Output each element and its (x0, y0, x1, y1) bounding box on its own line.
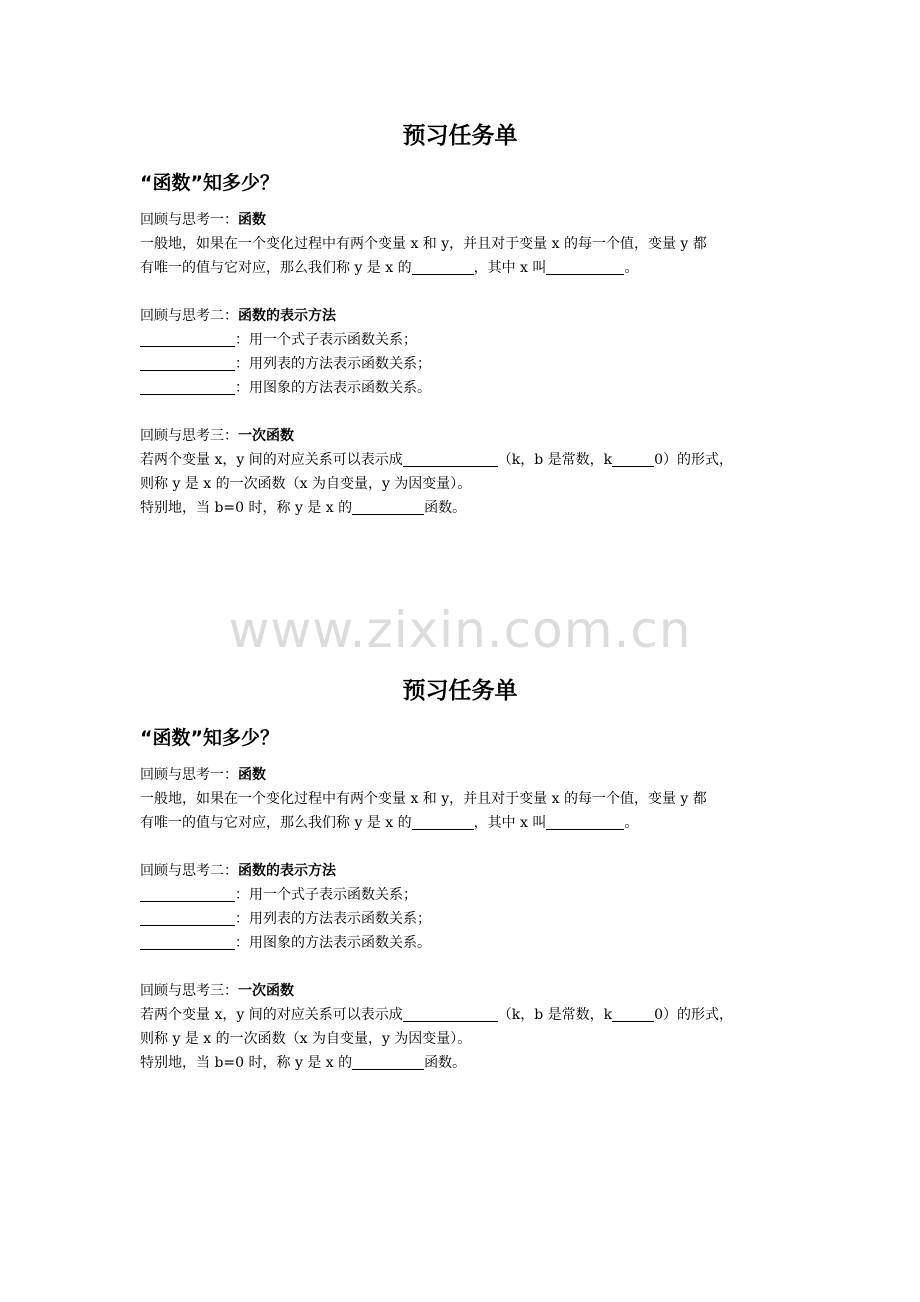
page-title: 预习任务单 (402, 123, 518, 149)
fill-blank[interactable] (403, 1004, 498, 1022)
fill-blank[interactable] (412, 812, 474, 830)
text-segment: ：用列表的方法表示函数关系； (235, 911, 431, 927)
fill-blank[interactable] (546, 257, 624, 275)
section2-item (140, 352, 790, 376)
fill-blank[interactable] (140, 884, 235, 902)
section3-line3 (140, 496, 790, 520)
text-segment: ，其中 x 叫 (473, 260, 547, 276)
text-segment: 有唯一的值与它对应，那么我们称 y 是 x 的 (140, 260, 412, 276)
section1-prefix: 回顾与思考一： (140, 767, 238, 783)
section3-header (140, 424, 790, 448)
section3-prefix: 回顾与思考三： (140, 983, 238, 999)
fill-blank[interactable] (352, 1052, 424, 1070)
text-segment: 特别地，当 b=0 时，称 y 是 x 的 (140, 500, 353, 516)
section3-header (140, 979, 790, 1003)
text-segment: 有唯一的值与它对应，那么我们称 y 是 x 的 (140, 815, 412, 831)
worksheet-1 (0, 118, 920, 516)
page-title: 预习任务单 (402, 678, 518, 704)
fill-blank[interactable] (352, 497, 424, 515)
fill-blank[interactable] (412, 257, 474, 275)
text-segment: ，其中 x 叫 (473, 815, 547, 831)
section2-item (140, 883, 790, 907)
subtitle: “函数”知多少？ (140, 172, 279, 194)
section3-prefix: 回顾与思考三： (140, 428, 238, 444)
section3-heading: 一次函数 (238, 428, 294, 444)
section3-line3 (140, 1051, 790, 1075)
text-segment: 函数。 (424, 1055, 467, 1071)
spacer (140, 835, 790, 859)
watermark: www.zixin.com.cn (228, 601, 692, 659)
section2-prefix: 回顾与思考二： (140, 308, 238, 324)
section1-line1: 一般地，如果在一个变化过程中有两个变量 x 和 y，并且对于变量 x 的每一个值，变量 y 都 (140, 236, 707, 252)
text-segment: 0）的形式， (654, 452, 734, 468)
section2-item (140, 907, 790, 931)
section1-header (140, 763, 790, 787)
section3-line2: 则称 y 是 x 的一次函数（x 为自变量，y 为因变量）。 (140, 476, 472, 492)
section1-line1: 一般地，如果在一个变化过程中有两个变量 x 和 y，并且对于变量 x 的每一个值，变量 y 都 (140, 791, 707, 807)
text-segment: 。 (624, 260, 639, 276)
fill-blank[interactable] (140, 377, 235, 395)
fill-blank[interactable] (403, 449, 498, 467)
section3-line2: 则称 y 是 x 的一次函数（x 为自变量，y 为因变量）。 (140, 1031, 472, 1047)
section1-header (140, 208, 790, 232)
section3-heading: 一次函数 (238, 983, 294, 999)
section2-header (140, 859, 790, 883)
section2-item (140, 931, 790, 955)
text-segment: （k，b 是常数，k (497, 1007, 613, 1023)
subtitle: “函数”知多少？ (140, 727, 279, 749)
section3-line1 (140, 1003, 790, 1027)
text-segment: 若两个变量 x，y 间的对应关系可以表示成 (140, 452, 403, 468)
fill-blank[interactable] (140, 908, 235, 926)
section2-prefix: 回顾与思考二： (140, 863, 238, 879)
text-segment: ：用一个式子表示函数关系； (235, 887, 417, 903)
worksheet-body (140, 763, 790, 1075)
text-segment: 若两个变量 x，y 间的对应关系可以表示成 (140, 1007, 403, 1023)
section2-heading: 函数的表示方法 (238, 308, 336, 324)
text-segment: 。 (624, 815, 639, 831)
fill-blank[interactable] (612, 1004, 654, 1022)
worksheet-body (140, 208, 790, 520)
fill-blank[interactable] (612, 449, 654, 467)
spacer (140, 280, 790, 304)
worksheet-2 (0, 673, 920, 1071)
text-segment: （k，b 是常数，k (497, 452, 613, 468)
spacer (140, 955, 790, 979)
section2-item (140, 376, 790, 400)
section2-item (140, 328, 790, 352)
fill-blank[interactable] (140, 353, 235, 371)
fill-blank[interactable] (546, 812, 624, 830)
section1-prefix: 回顾与思考一： (140, 212, 238, 228)
fill-blank[interactable] (140, 329, 235, 347)
text-segment: 0）的形式， (654, 1007, 734, 1023)
section1-heading: 函数 (238, 212, 266, 228)
spacer (140, 400, 790, 424)
section3-line1 (140, 448, 790, 472)
text-segment: ：用图象的方法表示函数关系。 (235, 935, 431, 951)
section1-line2 (140, 256, 790, 280)
section1-heading: 函数 (238, 767, 266, 783)
text-segment: ：用一个式子表示函数关系； (235, 332, 417, 348)
text-segment: ：用列表的方法表示函数关系； (235, 356, 431, 372)
section2-header (140, 304, 790, 328)
fill-blank[interactable] (140, 932, 235, 950)
text-segment: 函数。 (424, 500, 467, 516)
section2-heading: 函数的表示方法 (238, 863, 336, 879)
text-segment: 特别地，当 b=0 时，称 y 是 x 的 (140, 1055, 353, 1071)
text-segment: ：用图象的方法表示函数关系。 (235, 380, 431, 396)
section1-line2 (140, 811, 790, 835)
